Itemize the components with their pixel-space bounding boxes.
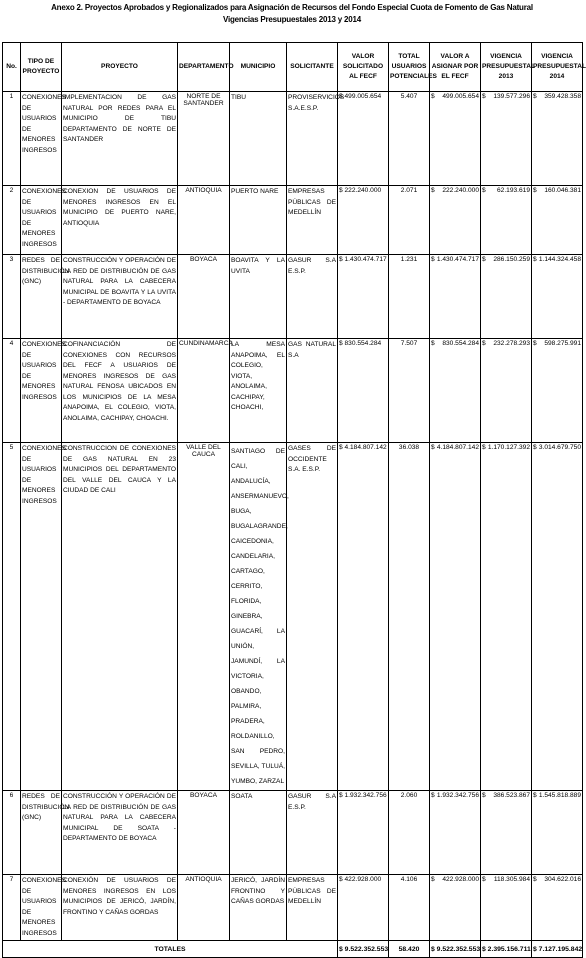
row-solicitante: EMPRESAS PÚBLICAS DE MEDELLÍN [287, 186, 338, 255]
header-municipio: MUNICIPIO [230, 43, 287, 92]
row-vigencia-2013: $ 286.150.259 [481, 255, 532, 339]
row-valor-solicitado: $ 422.928.000 [338, 875, 389, 941]
row-no: 3 [3, 255, 21, 339]
row-vigencia-2014: $ 3.014.679.750 [532, 443, 583, 791]
row-proyecto: CONSTRUCCION DE CONEXIONES DE GAS NATURAL EN 23 MUNICIPIOS DEL DEPARTAMENTO DEL VALLE DEL CAUCA Y LA CIUDAD DE CALI [62, 443, 178, 791]
row-usuarios: 7.507 [389, 339, 430, 443]
total-vigencia-2013: $ 2.395.156.711 [481, 941, 532, 958]
document-title [0, 2, 584, 26]
row-vigencia-2013: $ 386.523.867 [481, 791, 532, 875]
row-departamento: ANTIOQUIA [178, 875, 230, 941]
row-departamento: ANTIOQUIA [178, 186, 230, 255]
header-total-usuarios: TOTAL USUARIOS POTENCIALES [389, 43, 430, 92]
header-valor-solicitado: VALOR SOLICITADO AL FECF [338, 43, 389, 92]
row-valor-solicitado: $ 1.932.342.756 [338, 791, 389, 875]
row-valor-asignar: $ 1.430.474.717 [430, 255, 481, 339]
row-vigencia-2014: $ 304.622.016 [532, 875, 583, 941]
row-vigencia-2014: $ 1.144.324.458 [532, 255, 583, 339]
header-vigencia-2014: VIGENCIA PRESUPUESTAL 2014 [532, 43, 583, 92]
row-vigencia-2014: $ 1.545.818.889 [532, 791, 583, 875]
totals-row [3, 941, 583, 958]
row-tipo: REDES DE DISTRIBUCIÓN (GNC) [21, 255, 62, 339]
row-municipio: SANTIAGO DE CALI, ANDALUCÍA, ANSERMANUEVO, BUGA, BUGALAGRANDE, CAICEDONIA, CANDELARIA, CARTAGO, CERRITO, FLORIDA, GINEBRA, GUACARÍ, LA UNIÓN, JAMUNDÍ, LA VICTORIA, OBANDO, PALMIRA, PRADERA, ROLDANILLO, SAN PEDRO, SEVILLA, TULUÁ, YUMBO, ZARZAL [230, 443, 287, 791]
row-solicitante: PROVISERVICIOS S.A.E.S.P. [287, 92, 338, 186]
row-municipio: SOATA [230, 791, 287, 875]
row-municipio: PUERTO NARE [230, 186, 287, 255]
row-proyecto: CONSTRUCCIÓN Y OPERACIÓN DE LA RED DE DISTRIBUCIÓN DE GAS NATURAL PARA LA CABECERA MUNICIPAL DE BOAVITA Y LA UVITA - DEPARTAMENTO DE BOYACA [62, 255, 178, 339]
row-no: 5 [3, 443, 21, 791]
total-valor-asignar: $ 9.522.352.553 [430, 941, 481, 958]
row-valor-solicitado: $ 499.005.654 [338, 92, 389, 186]
row-usuarios: 36.038 [389, 443, 430, 791]
row-tipo: REDES DE DISTRIBUCIÓN (GNC) [21, 791, 62, 875]
row-vigencia-2014: $ 160.046.381 [532, 186, 583, 255]
total-usuarios: 58.420 [389, 941, 430, 958]
row-no: 1 [3, 92, 21, 186]
row-municipio: LA MESA ANAPOIMA, EL COLEGIO, VIOTA, ANOLAIMA, CACHIPAY, CHOACHI, [230, 339, 287, 443]
row-valor-asignar: $ 499.005.654 [430, 92, 481, 186]
projects-table [2, 42, 586, 958]
table-row [3, 186, 583, 255]
row-valor-solicitado: $ 1.430.474.717 [338, 255, 389, 339]
row-proyecto: CONEXIÓN DE USUARIOS DE MENORES INGRESOS EN LOS MUNICIPIOS DE JERICÓ, JARDÍN, FRONTINO Y CAÑAS GORDAS [62, 875, 178, 941]
row-proyecto: CONSTRUCCIÓN Y OPERACIÓN DE LA RED DE DISTRIBUCIÓN DE GAS NATURAL PARA LA CABECERA MUNICIPAL DE SOATA - DEPARTAMENTO DE BOYACA [62, 791, 178, 875]
row-vigencia-2014: $ 359.428.358 [532, 92, 583, 186]
row-departamento: NORTE DE SANTANDER [178, 92, 230, 186]
row-valor-asignar: $ 4.184.807.142 [430, 443, 481, 791]
row-valor-solicitado: $ 4.184.807.142 [338, 443, 389, 791]
row-valor-asignar: $ 222.240.000 [430, 186, 481, 255]
row-usuarios: 1.231 [389, 255, 430, 339]
table-row [3, 255, 583, 339]
totals-label: TOTALES [3, 941, 338, 958]
row-no: 7 [3, 875, 21, 941]
table-row [3, 791, 583, 875]
row-vigencia-2013: $ 118.305.984 [481, 875, 532, 941]
row-valor-asignar: $ 830.554.284 [430, 339, 481, 443]
row-solicitante: GASES DE OCCIDENTE S.A. E.S.P. [287, 443, 338, 791]
row-valor-asignar: $ 422.928.000 [430, 875, 481, 941]
title-line-1: Anexo 2. Proyectos Aprobados y Regionalizados para Asignación de Recursos del Fondo Especial Cuota de Fomento de Gas Natural [51, 3, 533, 12]
row-solicitante: EMPRESAS PÚBLICAS DE MEDELLÍN [287, 875, 338, 941]
row-proyecto: CONEXION DE USUARIOS DE MENORES INGRESOS EN EL MUNICIPIO DE PUERTO NARE, ANTIOQUIA [62, 186, 178, 255]
table-row [3, 92, 583, 186]
table-row [3, 875, 583, 941]
row-tipo: CONEXIONES DE USUARIOS DE MENORES INGRESOS [21, 875, 62, 941]
row-valor-solicitado: $ 222.240.000 [338, 186, 389, 255]
row-municipio: BOAVITA Y LA UVITA [230, 255, 287, 339]
row-proyecto: COFINANCIACIÓN DE CONEXIONES CON RECURSOS DEL FECF A USUARIOS DE MENORES INGRESOS DE GAS NATURAL FENOSA UBICADOS EN LOS MUNICIPIOS DE LA MESA ANAPOIMA, EL COLEGIO, VIOTA, ANOLAIMA, CACHIPAY, CHOACHI. [62, 339, 178, 443]
header-tipo: TIPO DE PROYECTO [21, 43, 62, 92]
header-valor-asignar: VALOR A ASIGNAR POR EL FECF [430, 43, 481, 92]
row-no: 4 [3, 339, 21, 443]
row-proyecto: IMPLEMENTACION DE GAS NATURAL POR REDES PARA EL MUNICIPIO DE TIBU DEPARTAMENTO DE NORTE DE SANTANDER [62, 92, 178, 186]
table-row [3, 443, 583, 791]
row-usuarios: 5.407 [389, 92, 430, 186]
title-line-2: Vigencias Presupuestales 2013 y 2014 [222, 15, 362, 24]
total-vigencia-2014: $ 7.127.195.842 [532, 941, 583, 958]
header-row [3, 43, 583, 92]
row-solicitante: GAS NATURAL S.A [287, 339, 338, 443]
header-vigencia-2013: VIGENCIA PRESUPUESTAL 2013 [481, 43, 532, 92]
total-valor-solicitado: $ 9.522.352.553 [338, 941, 389, 958]
row-vigencia-2013: $ 62.193.619 [481, 186, 532, 255]
row-vigencia-2013: $ 232.278.293 [481, 339, 532, 443]
row-departamento: CUNDINAMARCA [178, 339, 230, 443]
row-no: 6 [3, 791, 21, 875]
row-valor-asignar: $ 1.932.342.756 [430, 791, 481, 875]
row-solicitante: GASUR S.A E.S.P. [287, 255, 338, 339]
header-departamento: DEPARTAMENTO [178, 43, 230, 92]
row-municipio: JERICÓ, JARDÍN FRONTINO Y CAÑAS GORDAS [230, 875, 287, 941]
header-no: No. [3, 43, 21, 92]
row-departamento: BOYACA [178, 791, 230, 875]
row-vigencia-2013: $ 139.577.296 [481, 92, 532, 186]
row-no: 2 [3, 186, 21, 255]
header-solicitante: SOLICITANTE [287, 43, 338, 92]
row-departamento: BOYACA [178, 255, 230, 339]
row-solicitante: GASUR S.A E.S.P. [287, 791, 338, 875]
row-vigencia-2013: $ 1.170.127.392 [481, 443, 532, 791]
header-proyecto: PROYECTO [62, 43, 178, 92]
row-vigencia-2014: $ 598.275.991 [532, 339, 583, 443]
row-tipo: CONEXIONES DE USUARIOS DE MENORES INGRESOS [21, 92, 62, 186]
row-tipo: CONEXIONES DE USUARIOS DE MENORES INGRESOS [21, 186, 62, 255]
row-tipo: CONEXIONES DE USUARIOS DE MENORES INGRESOS [21, 339, 62, 443]
table-row [3, 339, 583, 443]
row-usuarios: 2.060 [389, 791, 430, 875]
row-tipo: CONEXIONES DE USUARIOS DE MENORES INGRESOS [21, 443, 62, 791]
row-municipio: TIBU [230, 92, 287, 186]
row-usuarios: 4.106 [389, 875, 430, 941]
row-departamento: VALLE DEL CAUCA [178, 443, 230, 791]
row-usuarios: 2.071 [389, 186, 430, 255]
row-valor-solicitado: $ 830.554.284 [338, 339, 389, 443]
